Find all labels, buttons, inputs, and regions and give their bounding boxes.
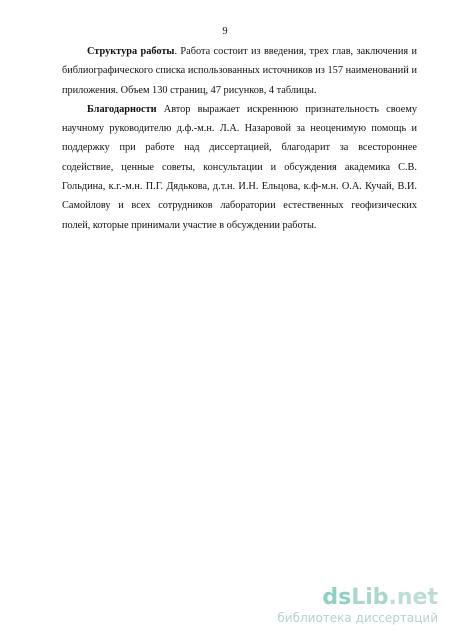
paragraph-structure <box>62 42 417 100</box>
body-text <box>62 42 417 235</box>
watermark-logo: dsLib.net <box>322 585 438 610</box>
watermark-tagline: библиотека диссертаций <box>277 611 438 625</box>
paragraph-lead: Структура работы <box>87 46 175 57</box>
paragraph-lead: Благодарности <box>87 103 157 115</box>
paragraph-acknowledgements <box>62 100 417 235</box>
page-number: 9 <box>222 26 228 37</box>
paragraph-text: . Работа состоит из введения, трех глав, заключения и библиографического списка использованных источников из 157 наименований и приложения. Объем 130 страниц, 47 рисунков, 4 таблицы. <box>62 46 417 96</box>
dslib-watermark <box>277 586 438 625</box>
paragraph-text: Автор выражает искреннюю признательность своему научному руководителю д.ф.-м.н. Л.А. Назаровой за неоценимую помощь и поддержку при работе над диссертацией, благодарит за всестороннее содействие, ценные советы, консультации и обсуждения академика С.В. Гольдина, к.г.-м.н. П.Г. Дядькова, д.т.н. И.Н. Ельцова, к.ф-м.н. О.А. Кучай, В.И. Самойлову и всех сотрудников лаборатории естественных геофизических полей, которые принимали участие в обсуждении работы. <box>62 103 417 231</box>
